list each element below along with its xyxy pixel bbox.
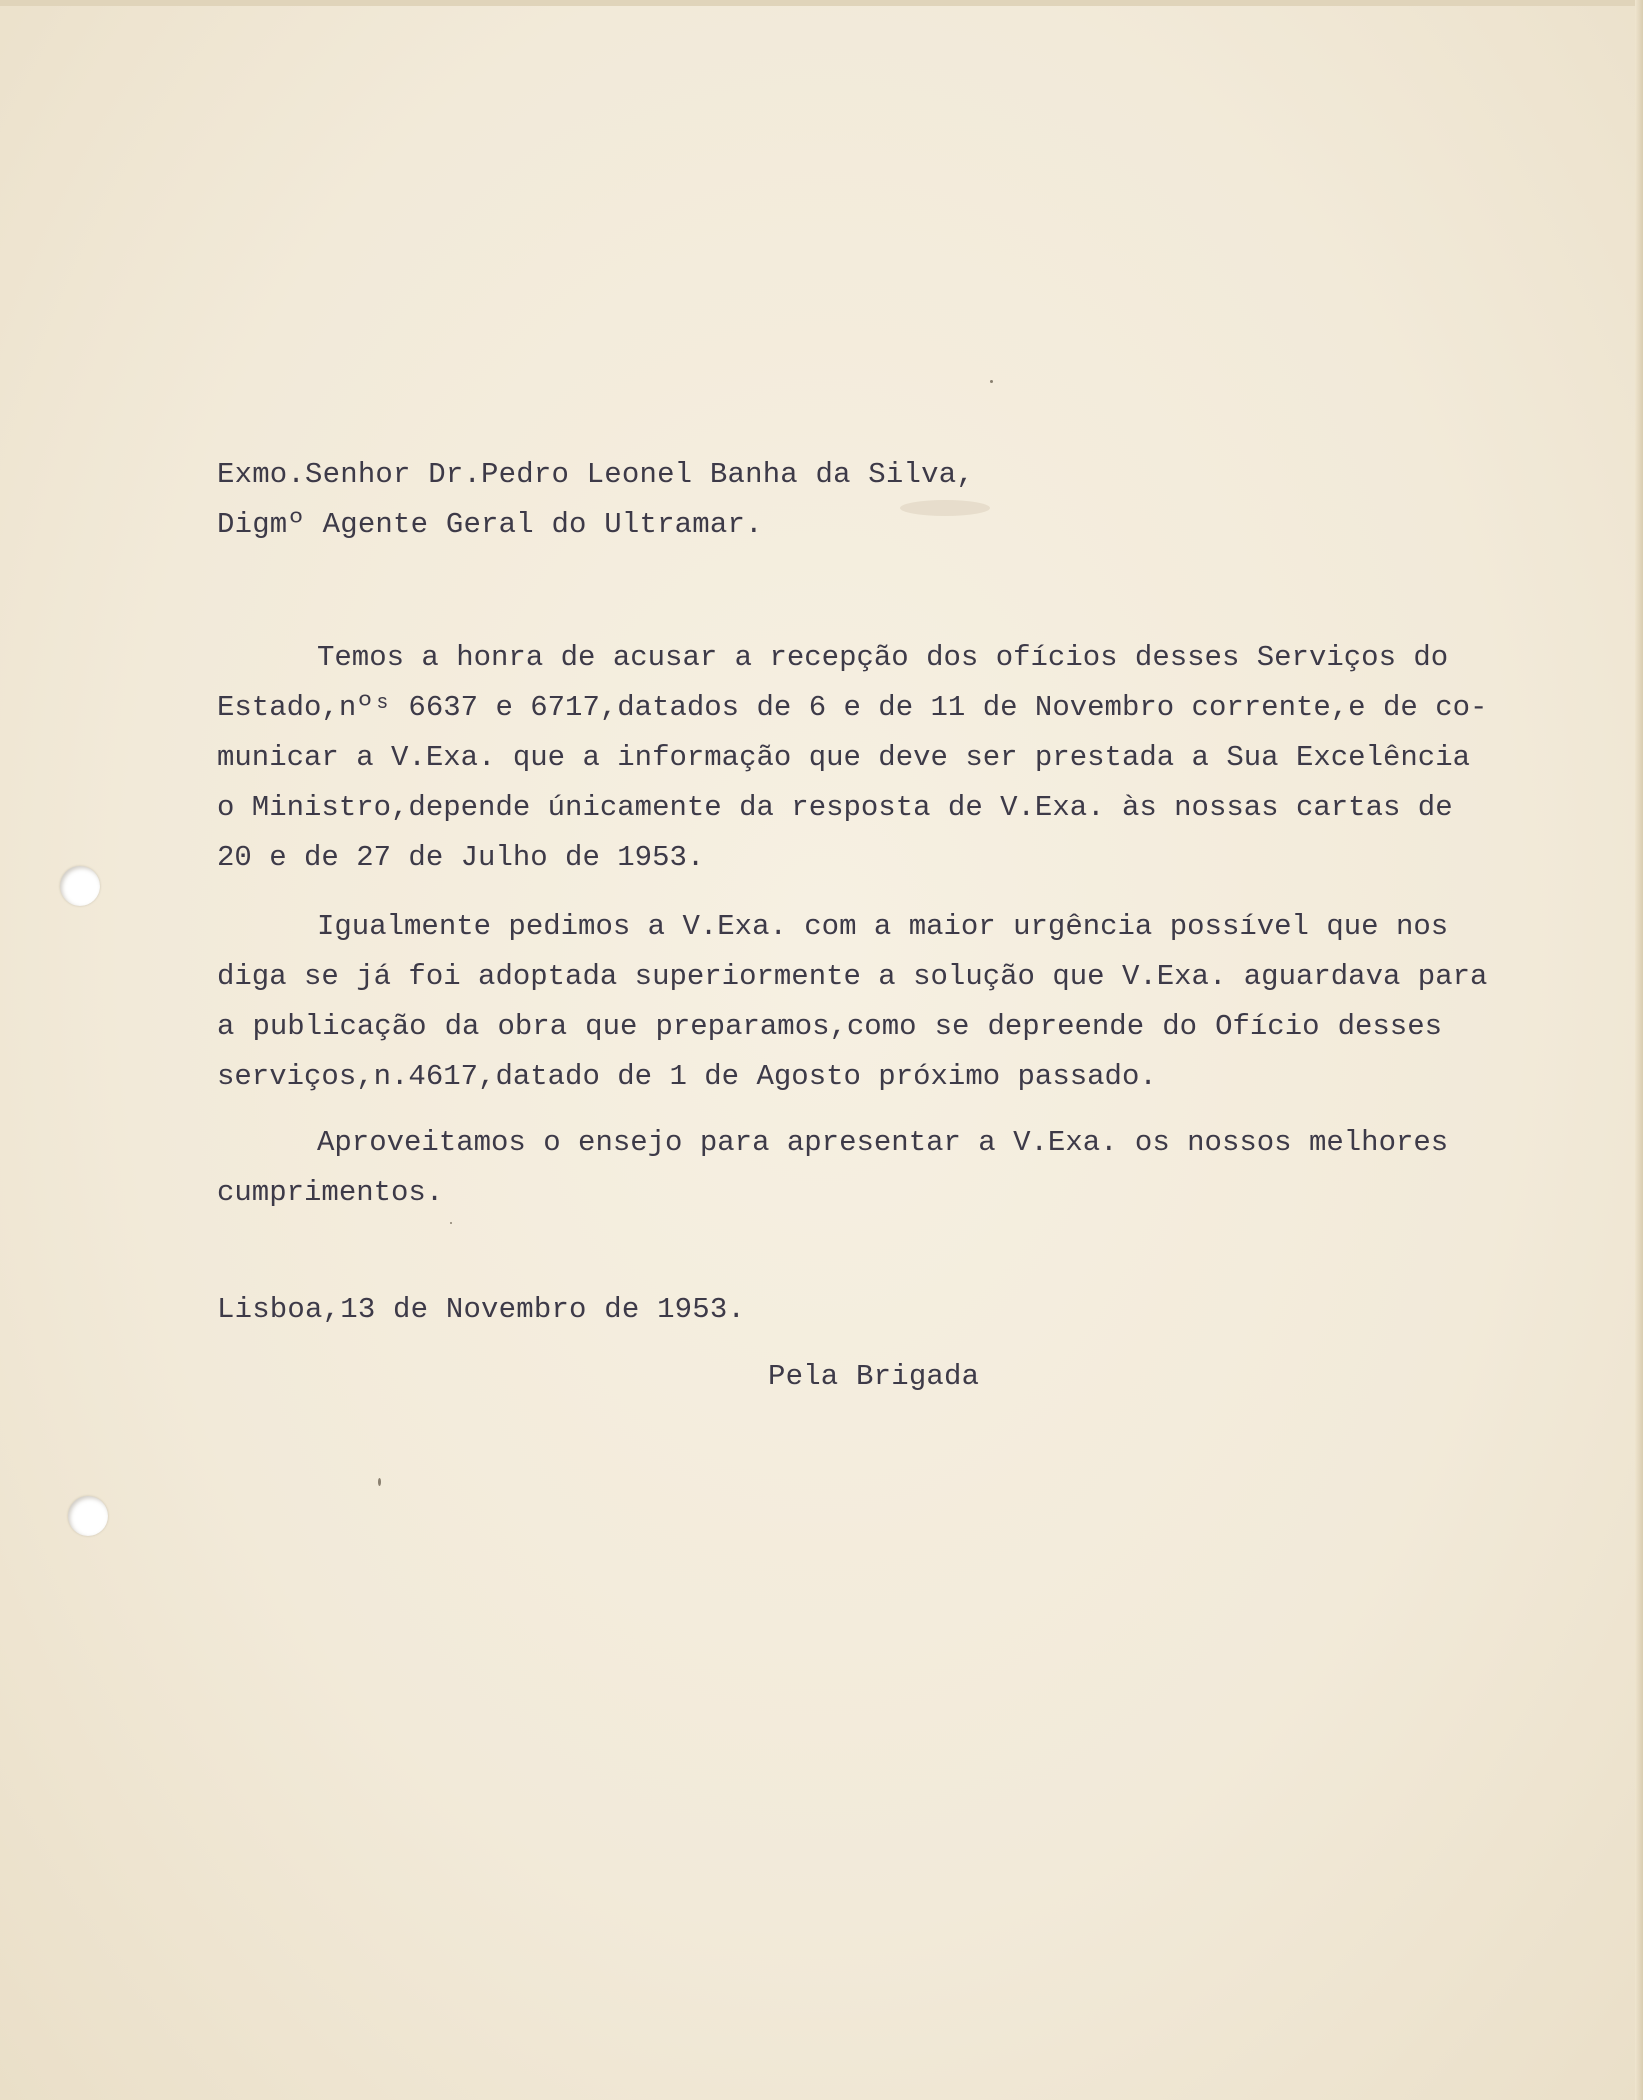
punch-hole-upper (60, 866, 100, 906)
body-paragraph-1 (217, 633, 1488, 883)
paragraph-line: serviços,n.4617,datado de 1 de Agosto próximo passado. (217, 1060, 1157, 1093)
paragraph-line: Aproveitamos o ensejo para apresentar a V.Exa. os nossos melhores (317, 1126, 1449, 1159)
paper-speck (990, 380, 993, 383)
punch-hole-lower (68, 1496, 108, 1536)
paragraph-line: a publicação da obra que preparamos,como se depreende do Ofício desses (217, 1010, 1442, 1043)
paper-top-edge (0, 0, 1643, 6)
paper-speck (450, 1222, 452, 1224)
addressee-name: Exmo.Senhor Dr.Pedro Leonel Banha da Silva, (217, 458, 974, 491)
paper-right-edge (1635, 0, 1643, 2100)
date-line: Lisboa,13 de Novembro de 1953. (217, 1293, 746, 1326)
body-paragraph-3 (217, 1118, 1449, 1218)
paragraph-line: diga se já foi adoptada superiormente a solução que V.Exa. aguardava para (217, 960, 1488, 993)
addressee-title: Digmº Agente Geral do Ultramar. (217, 508, 763, 541)
signature: Pela Brigada (768, 1360, 980, 1393)
body-paragraph-2 (217, 902, 1488, 1102)
paragraph-line: 20 e de 27 de Julho de 1953. (217, 841, 705, 874)
paragraph-line: municar a V.Exa. que a informação que deve ser prestada a Sua Excelência (217, 741, 1471, 774)
paragraph-line: Temos a honra de acusar a recepção dos ofícios desses Serviços do (317, 641, 1449, 674)
paragraph-line: Estado,nºˢ 6637 e 6717,datados de 6 e de 11 de Novembro corrente,e de co- (217, 691, 1488, 724)
paper-speck (378, 1478, 381, 1486)
paragraph-line: Igualmente pedimos a V.Exa. com a maior urgência possível que nos (317, 910, 1449, 943)
addressee-block (217, 450, 974, 550)
paragraph-line: o Ministro,depende únicamente da resposta de V.Exa. às nossas cartas de (217, 791, 1453, 824)
paragraph-line: cumprimentos. (217, 1176, 444, 1209)
